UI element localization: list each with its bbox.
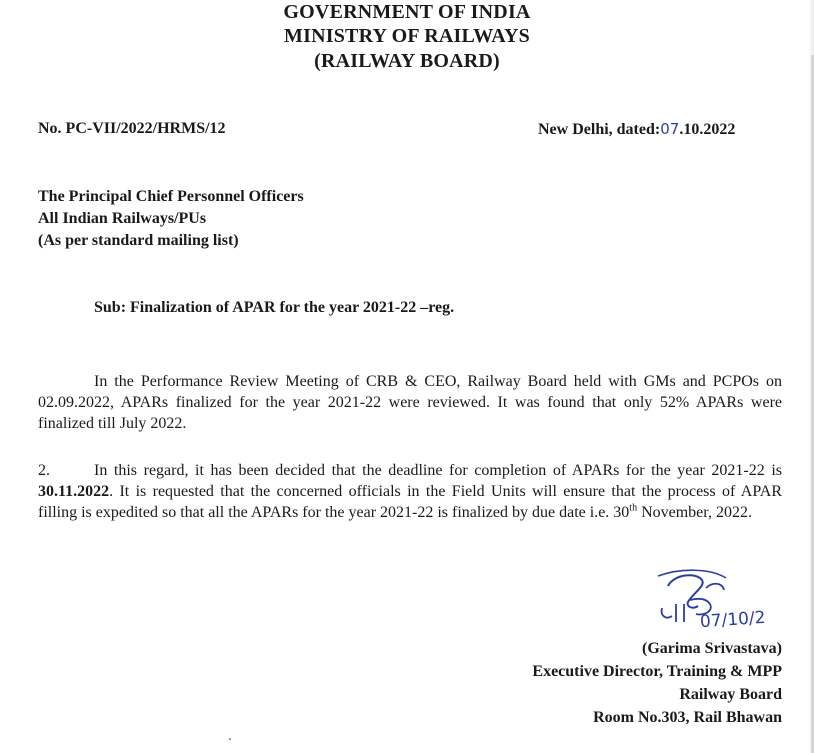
signatory-designation: Executive Director, Training & MPP: [532, 663, 782, 680]
dated-handwritten-day: 07: [660, 120, 680, 138]
dated-line: [538, 120, 735, 139]
paragraph-2-superscript: th: [629, 502, 638, 514]
dated-rest: .10.2022: [679, 121, 736, 138]
dated-label: New Delhi, dated:: [538, 121, 661, 138]
signatory-room: Room No.303, Rail Bhawan: [593, 709, 782, 726]
paragraph-2-number: 2.: [38, 462, 50, 479]
paragraph-2: [38, 460, 782, 523]
addressee-line-2: All Indian Railways/PUs: [38, 210, 207, 227]
addressee-line-3: (As per standard mailing list): [38, 232, 239, 249]
signatory-office: Railway Board: [679, 686, 782, 703]
paragraph-2-text-2: . It is requested that the concerned officials in the Field Units will ensure that the process of APAR filling is expedited so that all the APARs for the year 2021-22 is finalized by due date i.e. 30: [38, 483, 782, 521]
handwritten-date: 07/10/2: [699, 607, 767, 633]
paragraph-2-deadline: 30.11.2022: [38, 483, 110, 500]
header-line-board: (RAILWAY BOARD): [314, 50, 500, 72]
paragraph-2-text-1: In this regard, it has been decided that the deadline for completion of APARs for the year 2021-22 is: [94, 462, 782, 479]
addressee-line-1: The Principal Chief Personnel Officers: [38, 188, 304, 205]
reference-number: No. PC-VII/2022/HRMS/12: [38, 120, 226, 137]
subject-line: Sub: Finalization of APAR for the year 2021-22 –reg.: [94, 299, 455, 316]
header-line-ministry: MINISTRY OF RAILWAYS: [284, 25, 530, 47]
header-line-government: GOVERNMENT OF INDIA: [283, 1, 531, 23]
stray-mark: [229, 738, 231, 740]
paragraph-1: In the Performance Review Meeting of CRB & CEO, Railway Board held with GMs and PCPOs on 02.09.2022, APARs finalized for the year 2021-22 were reviewed. It was found that only 52% APARs were finalized till July 2022.: [38, 373, 782, 432]
signatory-name: (Garima Srivastava): [642, 640, 782, 657]
paragraph-2-text-3: November, 2022.: [637, 504, 752, 521]
